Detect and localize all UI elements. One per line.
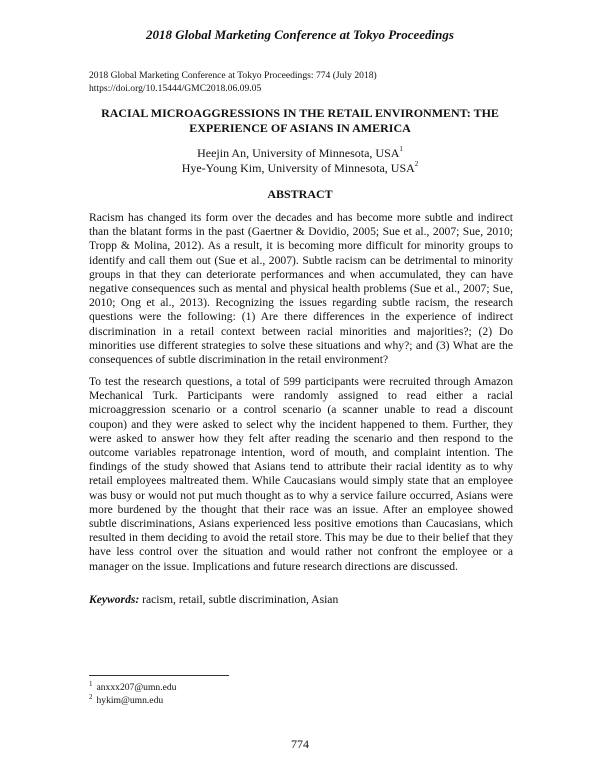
author-2-name: Hye-Young Kim, University of Minnesota, USA — [181, 161, 415, 175]
footnote-1-email[interactable]: anxxx207@umn.edu — [96, 682, 177, 693]
footnote-1-mark: 1 — [89, 680, 93, 688]
abstract-paragraph-2: To test the research questions, a total of 599 participants were recruited through Amazon Mechanical Turk. Participants were randomly assigned to read either a racial microaggression scenario or a control scenario (a scanner unable to read a discount coupon) and they were asked to select why the incident happened to them. Further, they were asked to answer how they felt after reading the scenario and then respond to the outcome variables repatronage intention, word of mouth, and complaint intention. The findings of the study showed that Asians tend to attribute their racial identity as to why retail employees maltreated them. While Caucasians would simply state that an employee was busy or would not put much thought as to why a service failure occurred, Asians were more burdened by the thought that their race was an issue. After an employee showed subtle discriminations, Asians experienced less positive emotions than Caucasians, which resulted in them deciding to avoid the retail store. This may be due to their belief that they have less control over the situation and would rather not confront the employee or a manager on the issue. Implications and future research directions are discussed. — [89, 375, 513, 573]
paper-title — [60, 106, 540, 135]
citation-line: 2018 Global Marketing Conference at Tokyo Proceedings: 774 (July 2018) — [89, 70, 377, 81]
page-number: 774 — [291, 737, 309, 751]
footnote-2-email[interactable]: hykim@umn.edu — [96, 694, 164, 706]
title-line-1: RACIAL MICROAGGRESSIONS IN THE RETAIL ENVIRONMENT: THE — [101, 106, 499, 120]
author-1 — [60, 146, 540, 161]
footnotes — [89, 682, 389, 707]
footnote-divider — [89, 675, 229, 676]
footnote-2 — [89, 692, 389, 708]
citation — [89, 70, 519, 95]
running-header: 2018 Global Marketing Conference at Tokyo Proceedings — [146, 27, 454, 42]
author-1-name: Heejin An, University of Minnesota, USA — [197, 146, 400, 160]
keywords-text: racism, retail, subtle discrimination, Asian — [142, 593, 339, 606]
author-list — [60, 146, 540, 176]
keywords-label: Keywords: — [89, 593, 140, 606]
author-1-footnote-mark: 1 — [399, 145, 403, 153]
keywords — [89, 593, 513, 607]
doi-link[interactable]: https://doi.org/10.15444/GMC2018.06.09.05 — [89, 82, 262, 94]
abstract-heading: ABSTRACT — [267, 187, 333, 201]
title-line-2: EXPERIENCE OF ASIANS IN AMERICA — [189, 120, 411, 135]
abstract-paragraph-1: Racism has changed its form over the decades and has become more subtle and indirect than the blatant forms in the past (Gaertner & Dovidio, 2005; Sue et al., 2007; Sue, 2010; Tropp & Molina, 2012). As a result, it is becoming more difficult for minority groups to identify and call them out (Sue et al., 2007). Subtle racism can be detrimental to minority groups in that they can deteriorate performances and when accumulated, they can have negative consequences such as mental and physical health problems (Sue et al., 2007; Sue, 2010; Ong et al., 2013). Recognizing the issues regarding subtle racism, the research questions were the following: (1) Are there differences in the experience of indirect discrimination in a retail context between racial minorities and majorities?; (2) Do minorities use different strategies to solve these situations and why?; and (3) What are the consequences of subtle discrimination in the retail environment? — [89, 211, 513, 367]
footnote-2-mark: 2 — [89, 692, 93, 701]
footnote-1 — [89, 682, 389, 695]
author-2 — [60, 161, 540, 176]
author-2-footnote-mark: 2 — [414, 160, 419, 168]
